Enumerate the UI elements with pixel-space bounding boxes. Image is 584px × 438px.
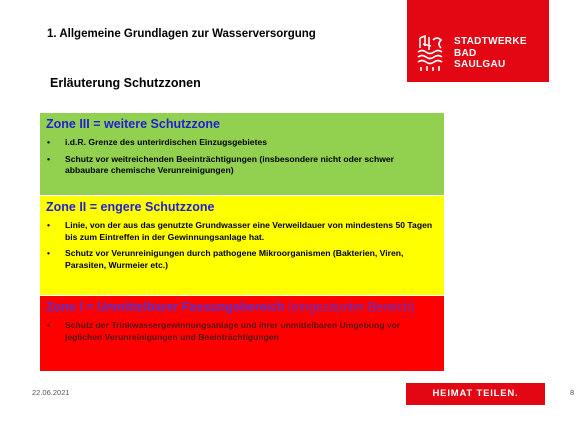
zone-3-bullet-2-text: Schutz vor weitreichenden Beeinträchtigungen (insbesondere nicht oder schwer abbaubare chemische Verunreinigungen)	[65, 153, 395, 175]
logo-line-1: STADTWERKE	[454, 36, 527, 47]
city-crest-icon	[417, 34, 449, 72]
zone-3-bullet-list	[46, 137, 438, 177]
zone-2-box	[40, 196, 444, 295]
zone-3-bullet-1	[46, 137, 438, 149]
heimat-teilen-button[interactable]: HEIMAT TEILEN.	[406, 383, 545, 405]
zone-1-bullet-1-text: Schutz der Trinkwassergewinnungsanlage und ihrer unmittelbaren Umgebung vor jeglichen Verunreinigungen und Beeinträchtigungen	[65, 320, 401, 342]
zone-2-heading	[46, 200, 438, 215]
bullet-dot-icon: •	[47, 248, 51, 258]
logo-line-3: SAULGAU	[454, 59, 506, 70]
zone-1-box	[40, 296, 444, 371]
zone-3-bullet-2	[46, 154, 438, 177]
logo-line-2: BAD	[454, 47, 477, 59]
zone-1-bullet-list	[46, 320, 438, 343]
bullet-dot-icon: •	[47, 137, 51, 147]
zone-1-bullet-1	[46, 320, 438, 343]
zone-2-bullet-2-text: Schutz vor Verunreinigungen durch pathogene Mikroorganismen (Bakterien, Viren, Parasiten, Wurmeier etc.)	[65, 248, 404, 270]
slide-title: 1. Allgemeine Grundlagen zur Wasserversorgung	[47, 28, 316, 40]
zone-1-heading-rest: (eingezäunter Bereich)	[284, 300, 415, 314]
bullet-dot-icon: •	[47, 220, 51, 230]
bullet-dot-icon: •	[47, 153, 51, 164]
zone-2-bullet-1	[46, 220, 438, 243]
slide-subtitle: Erläuterung Schutzzonen	[50, 76, 201, 90]
zone-2-bullet-1-text: Linie, von der aus das genutzte Grundwasser eine Verweildauer von mindestens 50 Tagen bis zum Eintreffen in der Gewinnungsanlage hat.	[65, 220, 433, 242]
zone-3-heading	[46, 117, 438, 132]
zone-1-heading-main: Zone I = Unmittelbarer Fassungsbereich	[46, 300, 285, 314]
logo-text	[454, 36, 527, 71]
zone-2-heading-main: Zone II = engere Schutzzone	[46, 200, 215, 214]
footer-date: 22.06.2021	[32, 388, 70, 397]
zone-1-heading	[46, 300, 438, 315]
zone-3-box	[40, 113, 444, 195]
zone-2-bullet-2	[46, 248, 438, 271]
page-number: 8	[570, 388, 575, 397]
zone-3-bullet-1-text: i.d.R. Grenze des unterirdischen Einzugsgebietes	[65, 137, 267, 147]
stadtwerke-logo[interactable]	[407, 0, 549, 82]
zone-3-heading-main: Zone III = weitere Schutzzone	[46, 117, 220, 131]
zone-2-bullet-list	[46, 220, 438, 271]
bullet-dot-icon: •	[47, 320, 51, 330]
